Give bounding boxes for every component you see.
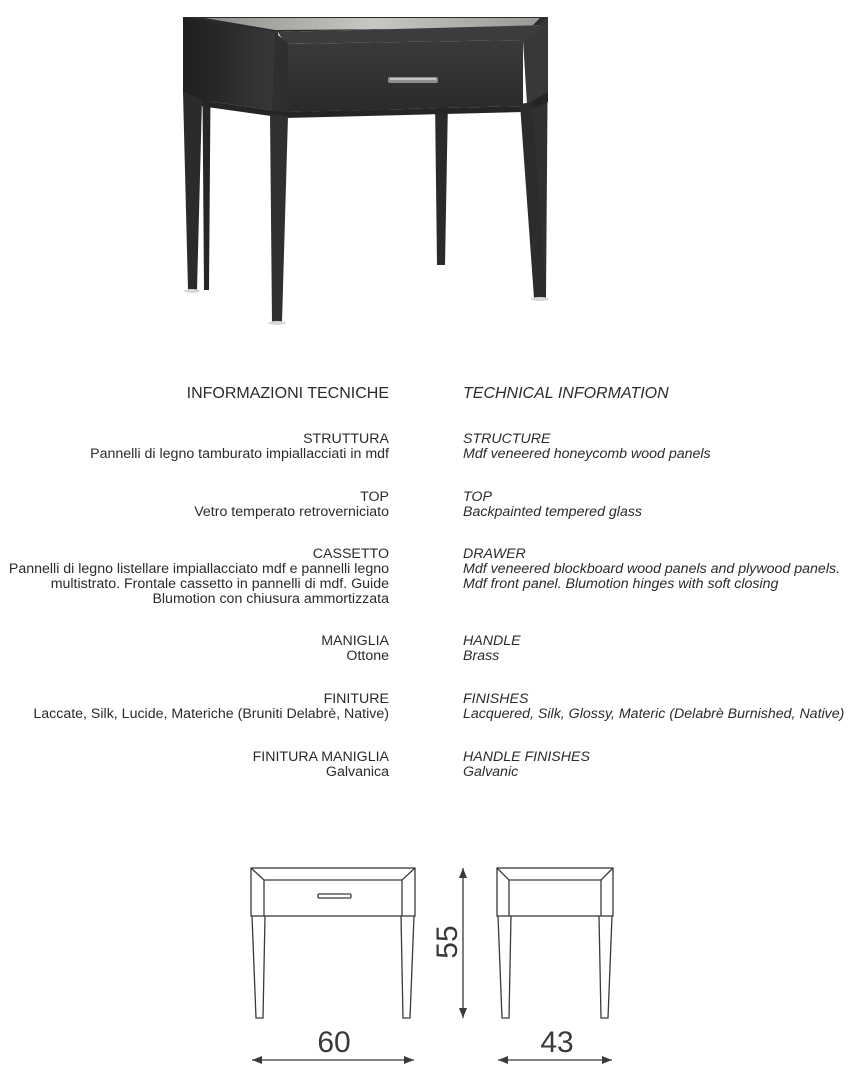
- spec-handle-en: [463, 634, 521, 664]
- height-value: 55: [431, 925, 464, 959]
- width-value: 60: [317, 1026, 351, 1059]
- spec-handle-it: [321, 634, 389, 664]
- technical-drawings: [0, 830, 861, 1080]
- spec-finishes-en: [463, 692, 844, 722]
- spec-label: FINITURA MANIGLIA: [252, 749, 389, 765]
- spec-label: TOP: [360, 489, 389, 505]
- spec-value: Mdf veneered honeycomb wood panels: [463, 446, 711, 462]
- front-view-drawing: [251, 868, 415, 1018]
- spec-value: Backpainted tempered glass: [463, 504, 643, 520]
- spec-value: Mdf veneered blockboard wood panels and plywood panels.: [463, 561, 841, 577]
- spec-value: multistrato. Frontale cassetto in pannelli di mdf. Guide: [50, 576, 389, 592]
- spec-label: FINITURE: [323, 691, 389, 707]
- spec-label: FINISHES: [463, 691, 529, 707]
- spec-structure-en: [463, 432, 711, 462]
- spec-finishes-it: [33, 692, 389, 722]
- spec-value: Galvanica: [325, 764, 389, 780]
- spec-top-it: [194, 490, 389, 520]
- arrow-right-icon: [602, 1056, 612, 1064]
- spec-label: STRUCTURE: [463, 431, 551, 447]
- spec-label: MANIGLIA: [321, 633, 389, 649]
- spec-value: Blumotion con chiusura ammortizzata: [152, 591, 389, 607]
- arrow-left-icon: [498, 1056, 508, 1064]
- spec-value: Ottone: [346, 648, 389, 664]
- heading-en: TECHNICAL INFORMATION: [463, 385, 669, 402]
- spec-label: HANDLE FINISHES: [463, 749, 590, 765]
- product-photo: [0, 0, 861, 340]
- spec-top-en: [463, 490, 642, 520]
- spec-label: STRUTTURA: [303, 431, 389, 447]
- spec-handle-finish-it: [253, 750, 389, 780]
- spec-label: CASSETTO: [312, 546, 389, 562]
- spec-value: Lacquered, Silk, Glossy, Materic (Delabrè Burnished, Native): [463, 706, 845, 722]
- spec-value: Pannelli di legno tamburato impiallacciati in mdf: [90, 446, 389, 462]
- spec-handle-finish-en: [463, 750, 590, 780]
- spec-value: Galvanic: [463, 764, 519, 780]
- spec-label: TOP: [463, 489, 492, 505]
- spec-drawer-en: [463, 547, 840, 592]
- spec-structure-it: [90, 432, 389, 462]
- side-view-drawing: [497, 868, 613, 1018]
- spec-value: Brass: [463, 648, 500, 664]
- spec-label: HANDLE: [463, 633, 521, 649]
- arrow-down-icon: [459, 1008, 467, 1018]
- spec-value: Pannelli di legno listellare impiallacciato mdf e pannelli legno: [8, 561, 389, 577]
- spec-label: DRAWER: [463, 546, 526, 562]
- spec-value: Vetro temperato retroverniciato: [194, 504, 389, 520]
- arrow-up-icon: [459, 868, 467, 878]
- arrow-left-icon: [252, 1056, 262, 1064]
- spec-value: Laccate, Silk, Lucide, Materiche (Bruniti Delabrè, Native): [33, 706, 389, 722]
- spec-drawer-it: [9, 547, 389, 607]
- spec-value: Mdf front panel. Blumotion hinges with soft closing: [463, 576, 779, 592]
- heading-it: INFORMAZIONI TECNICHE: [186, 385, 389, 402]
- depth-value: 43: [540, 1026, 574, 1059]
- arrow-right-icon: [404, 1056, 414, 1064]
